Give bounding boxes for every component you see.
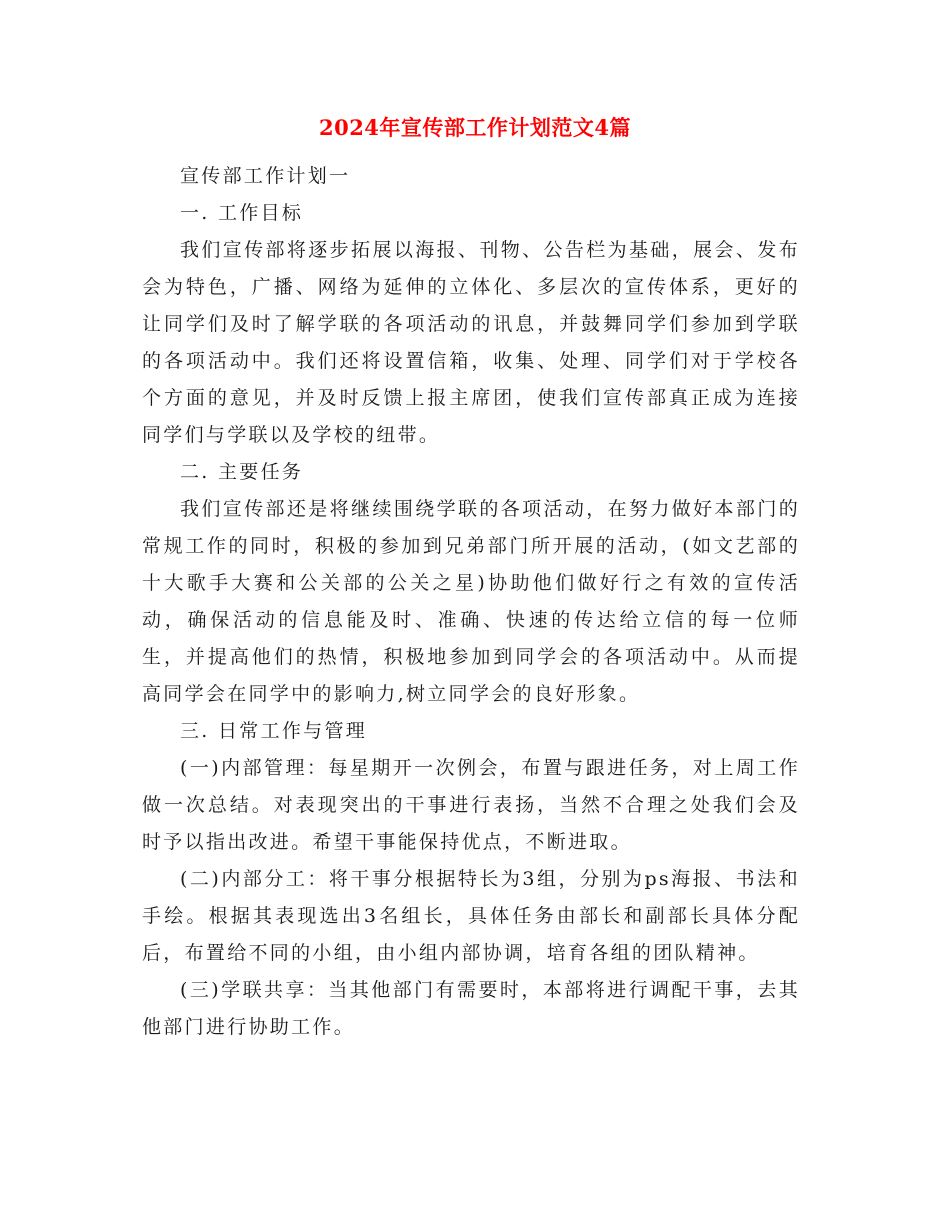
section-heading-plan-one: 宣传部工作计划一 bbox=[180, 165, 351, 187]
section-heading-daily-work: 三. 日常工作与管理 bbox=[180, 720, 368, 742]
paragraph-sharing: (三)学联共享：当其他部门有需要时，本部将进行调配干事，去其他部门进行协助工作。 bbox=[142, 979, 800, 1038]
section-heading-goals: 一. 工作目标 bbox=[180, 202, 304, 224]
document-title: 2024年宣传部工作计划范文4篇 bbox=[318, 115, 632, 140]
section-heading-tasks: 二. 主要任务 bbox=[180, 461, 304, 483]
paragraph-tasks: 我们宣传部还是将继续围绕学联的各项活动，在努力做好本部门的常规工作的同时，积极的参加到兄弟部门所开展的活动，(如文艺部的十大歌手大赛和公关部的公关之星)协助他们做好行之有效的宣传活动，确保活动的信息能及时、准确、快速的传达给立信的每一位师生，并提高他们的热情，积极地参加到同学会的各项活动中。从而提高同学会在同学中的影响力,树立同学会的良好形象。 bbox=[142, 498, 800, 705]
paragraph-internal-management: (一)内部管理：每星期开一次例会，布置与跟进任务，对上周工作做一次总结。对表现突出的干事进行表扬，当然不合理之处我们会及时予以指出改进。希望干事能保持优点，不断进取。 bbox=[142, 757, 800, 853]
document-body bbox=[142, 158, 800, 1046]
paragraph-internal-division: (二)内部分工：将干事分根据特长为3组，分别为ps海报、书法和手绘。根据其表现选出3名组长，具体任务由部长和副部长具体分配后，布置给不同的小组，由小组内部协调，培育各组的团队精神。 bbox=[142, 868, 800, 964]
paragraph-goals: 我们宣传部将逐步拓展以海报、刊物、公告栏为基础，展会、发布会为特色，广播、网络为延伸的立体化、多层次的宣传体系，更好的让同学们及时了解学联的各项活动的讯息，并鼓舞同学们参加到学联的各项活动中。我们还将设置信箱，收集、处理、同学们对于学校各个方面的意见，并及时反馈上报主席团，使我们宣传部真正成为连接同学们与学联以及学校的纽带。 bbox=[142, 239, 800, 446]
